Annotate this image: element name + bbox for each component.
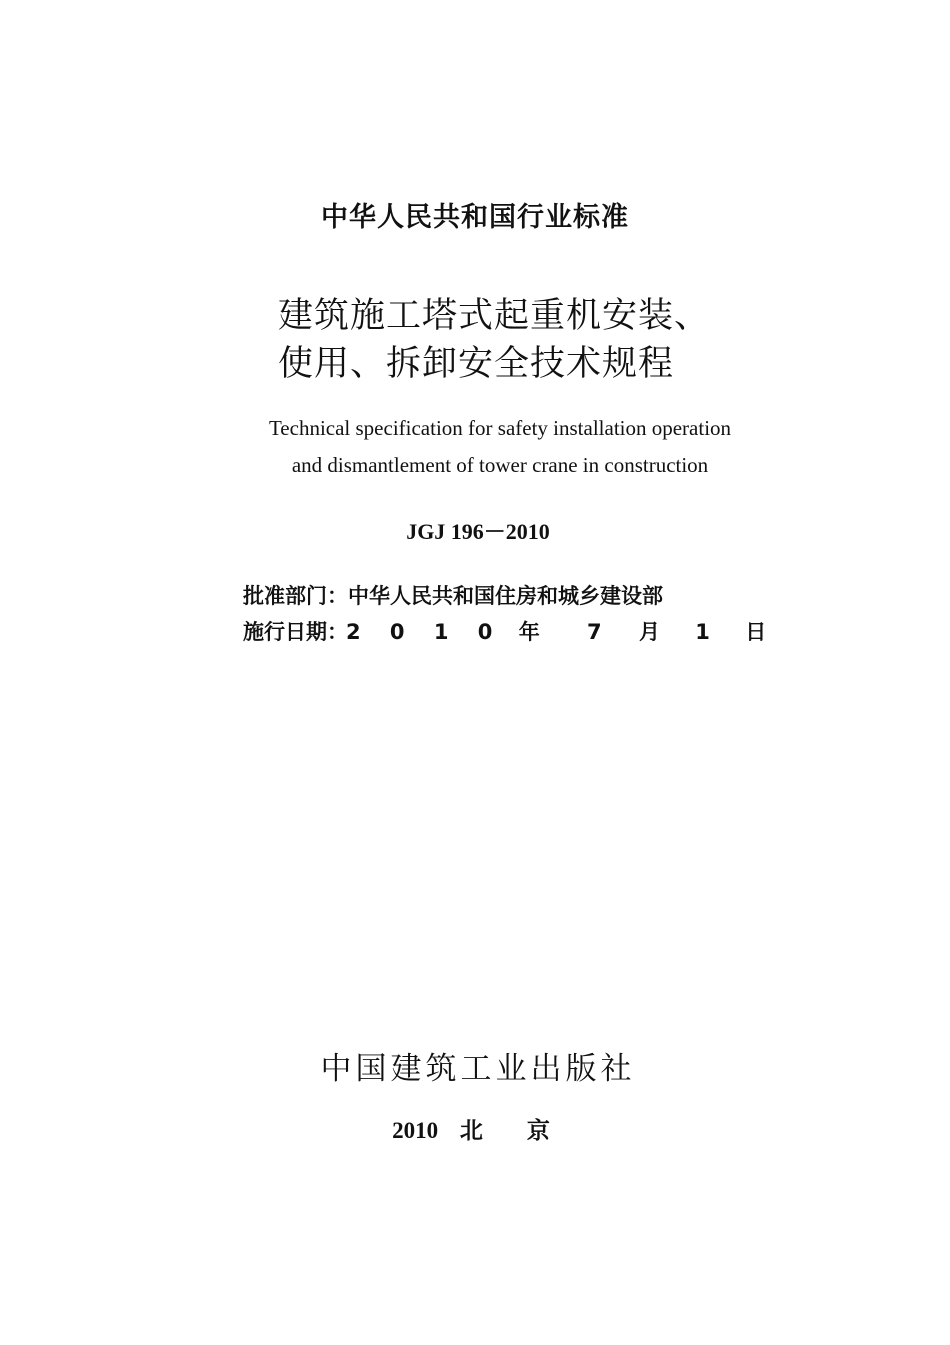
standard-category: 中华人民共和国行业标准 (321, 202, 629, 233)
standard-code: JGJ 196－2010 (406, 519, 550, 544)
effective-date-row (243, 616, 766, 646)
effective-month: 7 (587, 620, 602, 644)
effective-year-unit: 年 (518, 620, 540, 644)
title-chinese-line-2: 使用、拆卸安全技术规程 (278, 344, 675, 384)
approval-department-row (243, 580, 663, 610)
imprint-year: 2010 (392, 1118, 439, 1143)
effective-day-unit: 日 (745, 620, 767, 644)
effective-date-value (348, 616, 766, 646)
effective-year: 2 0 1 0 (346, 620, 504, 644)
effective-month-unit: 月 (638, 620, 660, 644)
effective-date-label: 施行日期： (243, 620, 348, 644)
title-english-line-1: Technical specification for safety installation operation (268, 416, 732, 440)
effective-day: 1 (695, 620, 710, 644)
title-english (0, 410, 950, 484)
title-chinese-line-1: 建筑施工塔式起重机安装、 (278, 296, 711, 336)
title-english-line-2: and dismantlement of tower crane in construction (291, 453, 709, 477)
title-chinese (278, 292, 710, 388)
imprint-city: 北 京 (459, 1118, 568, 1144)
imprint-line (0, 1112, 950, 1145)
publisher-name: 中国建筑工业出版社 (320, 1051, 636, 1087)
approval-department-label: 批准部门： (243, 584, 348, 608)
approval-department-value: 中华人民共和国住房和城乡建设部 (348, 584, 663, 608)
